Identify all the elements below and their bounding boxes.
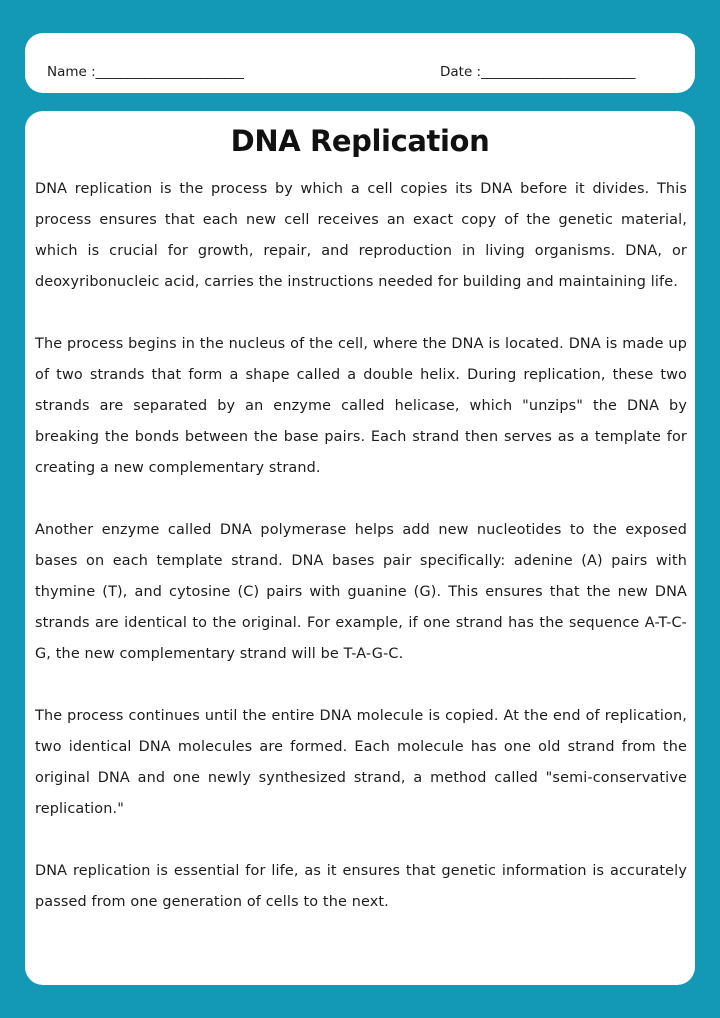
date-label: Date :: [440, 64, 482, 80]
date-field[interactable]: [440, 64, 635, 80]
paragraph-5: DNA replication is essential for life, as it ensures that genetic information is accurately passed from one generation of cells to the next.: [35, 863, 687, 910]
paragraph-2: The process begins in the nucleus of the cell, where the DNA is located. DNA is made up of two strands that form a shape called a double helix. During replication, these two strands are separated by an enzyme called helicase, which "unzips" the DNA by breaking the bonds between the base pairs. Each strand then serves as a template for creating a new complementary strand.: [35, 336, 687, 476]
date-line[interactable]: _________________________: [481, 64, 635, 80]
paragraph-4: The process continues until the entire DNA molecule is copied. At the end of replication, two identical DNA molecules are formed. Each molecule has one old strand from the original DNA and one newly synthesized strand, a method called "semi-conservative replication.": [35, 708, 687, 817]
name-label: Name :: [47, 64, 96, 80]
header-card: [25, 33, 695, 93]
name-field[interactable]: [47, 64, 243, 80]
paragraph-1: DNA replication is the process by which a cell copies its DNA before it divides. This process ensures that each new cell receives an exact copy of the genetic material, which is crucial for growth, repair, and reproduction in living organisms. DNA, or deoxyribonucleic acid, carries the instructions needed for building and maintaining life.: [35, 181, 687, 290]
name-line[interactable]: ________________________: [95, 64, 244, 80]
paragraph-3: Another enzyme called DNA polymerase helps add new nucleotides to the exposed bases on each template strand. DNA bases pair specifically: adenine (A) pairs with thymine (T), and cytosine (C) pairs with guanine (G). This ensures that the new DNA strands are identical to the original. For example, if one strand has the sequence A-T-C-G, the new complementary strand will be T-A-G-C.: [35, 522, 687, 662]
worksheet-card: [25, 111, 695, 985]
body-text: [35, 174, 687, 949]
page-title: DNA Replication: [230, 124, 490, 158]
